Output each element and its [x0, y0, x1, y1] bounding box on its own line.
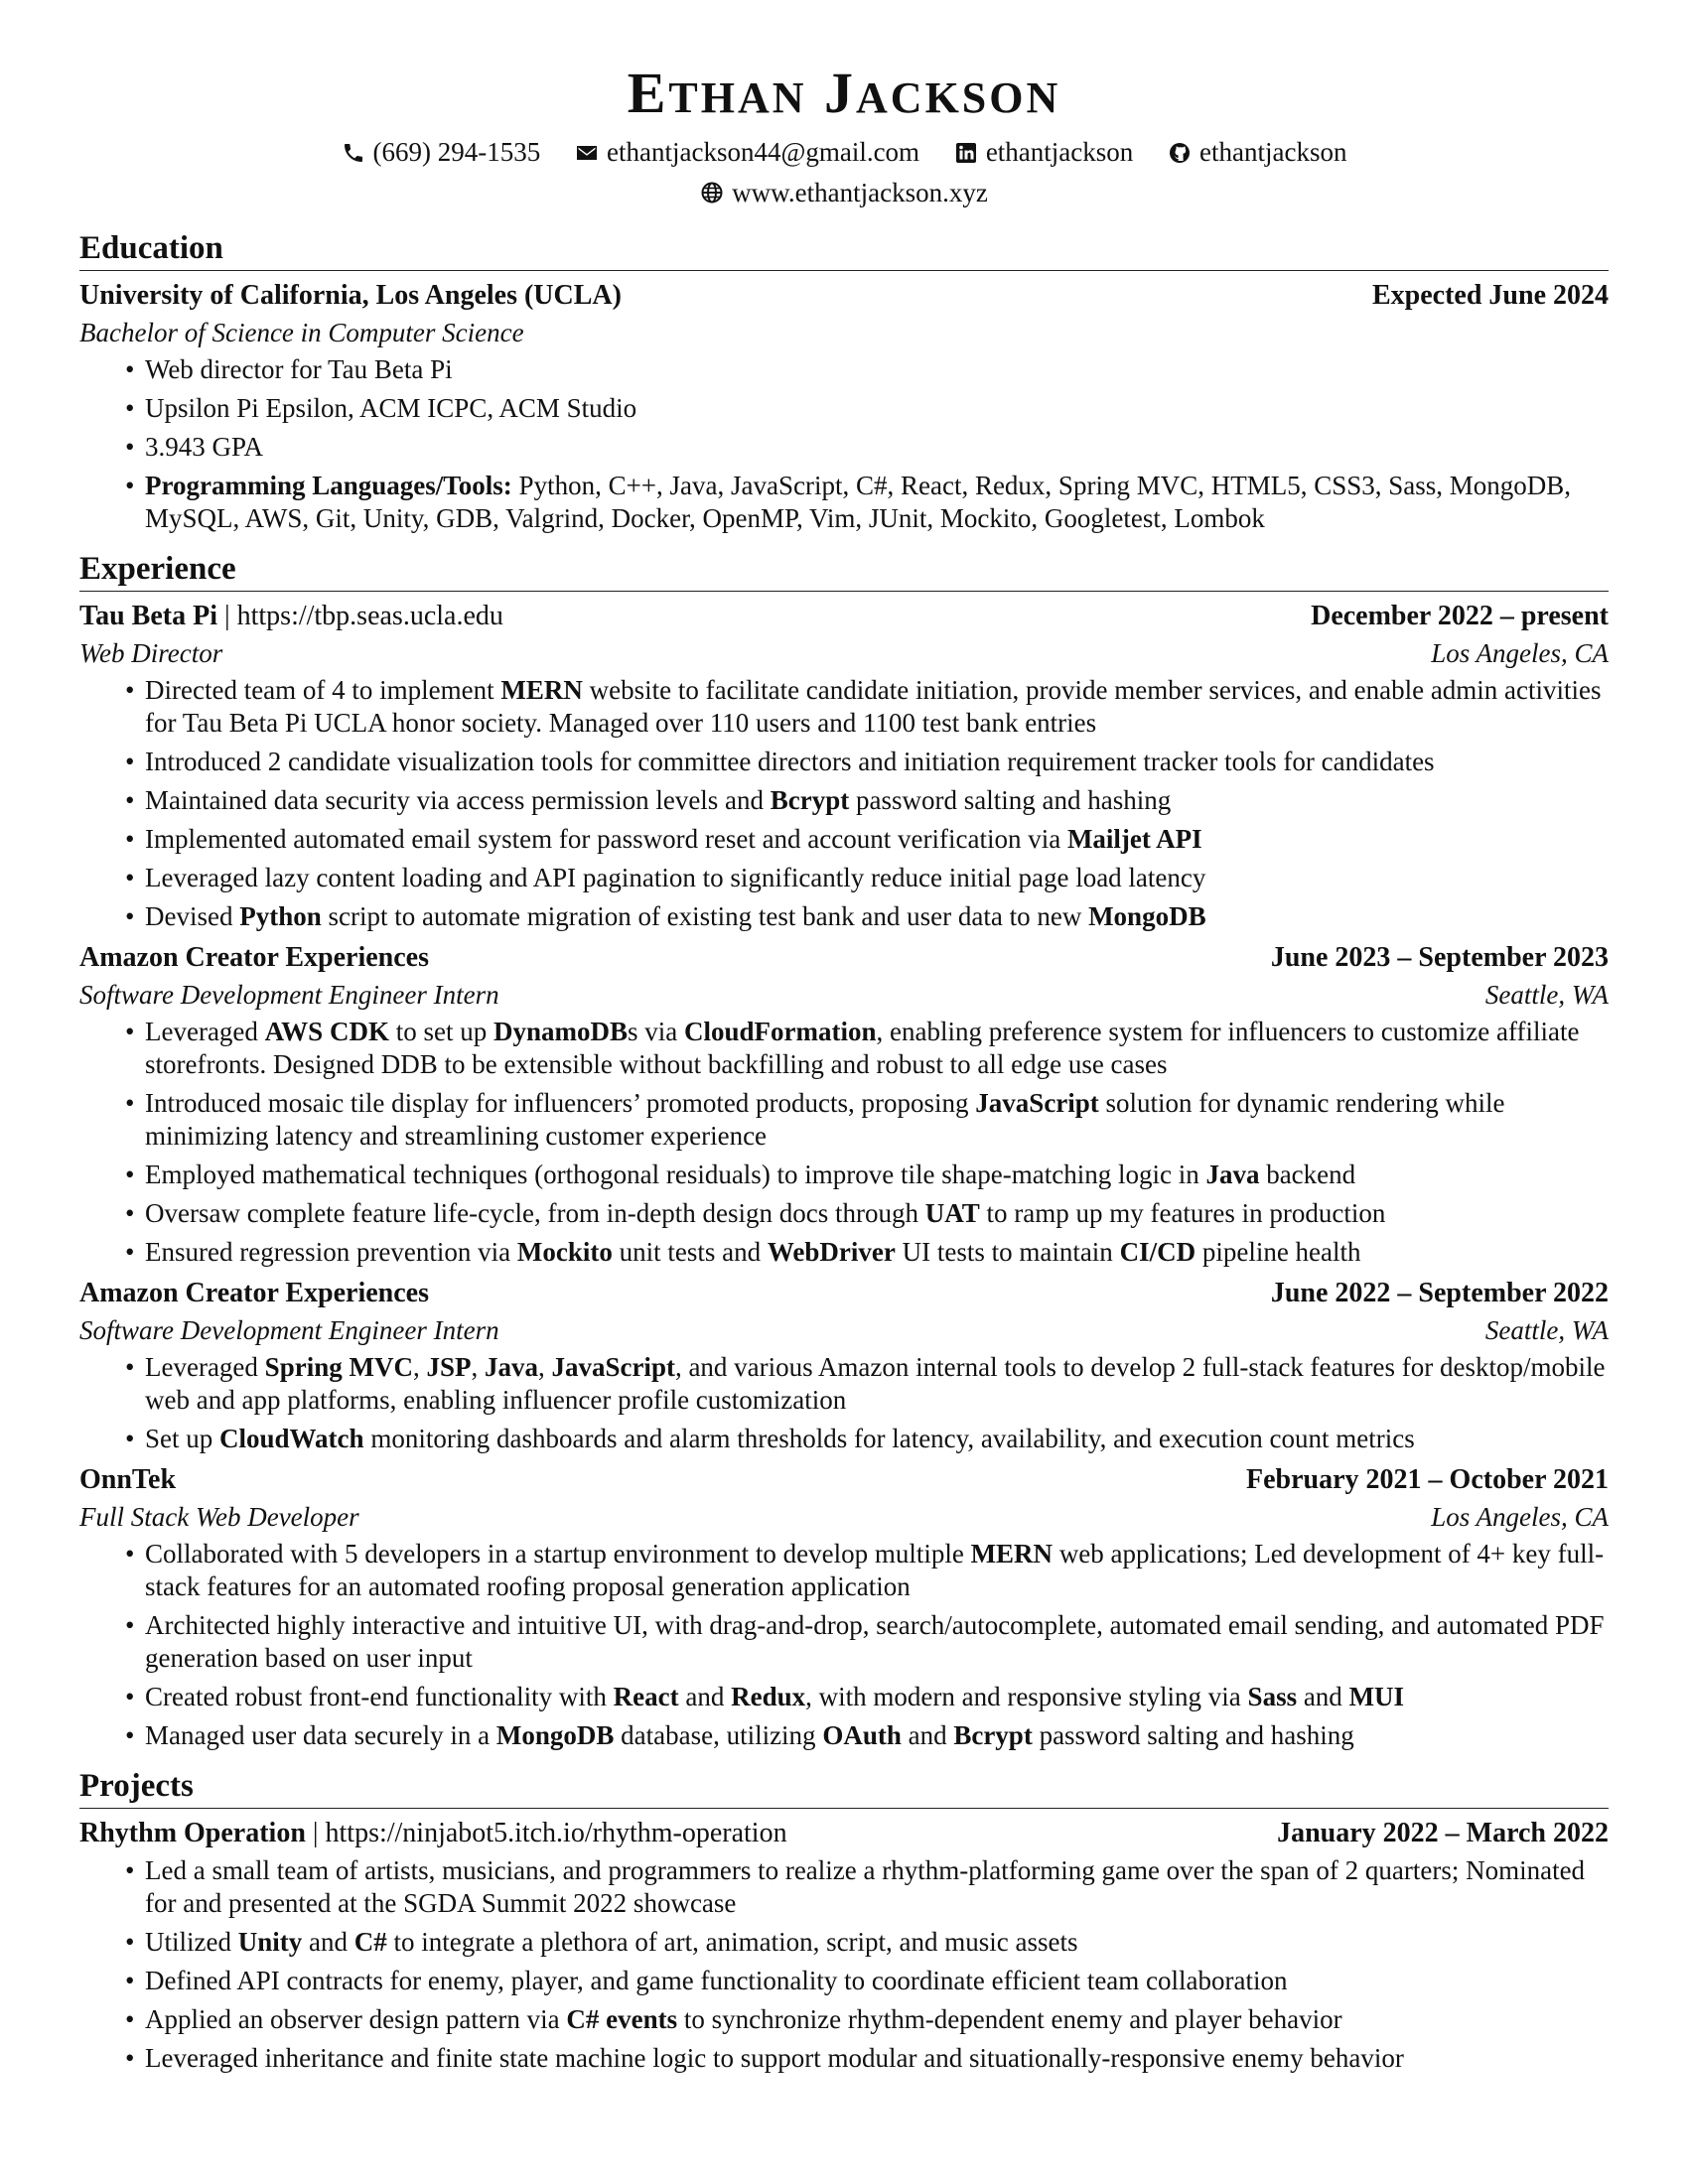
degree: Bachelor of Science in Computer Science — [79, 318, 524, 347]
list-item: • Collaborated with 5 developers in a startup environment to develop multiple MERN web applications; Led development of 4+ key full-stack features for an automated roofing proposal generation application — [145, 1538, 1609, 1603]
org-name: Amazon Creator Experiences — [79, 1278, 429, 1308]
globe-icon — [700, 181, 724, 205]
list-item: • Directed team of 4 to implement MERN website to facilitate candidate initiation, provide member services, and enable admin activities for Tau Beta Pi UCLA honor society. Managed over 110 users and 1100 test bank entries — [145, 674, 1609, 740]
skills-list: Python, C++, Java, JavaScript, C#, React, Redux, Spring MVC, HTML5, CSS3, Sass, MongoDB, MySQL, AWS, Git, Unity, GDB, Valgrind, Docker, OpenMP, Vim, JUnit, Mockito, Googletest, Lombok — [145, 471, 1572, 533]
role-title: Web Director — [79, 638, 223, 668]
envelope-icon — [575, 141, 599, 165]
github-icon — [1168, 141, 1192, 165]
location: Seattle, WA — [1484, 980, 1609, 1010]
list-item: • Applied an observer design pattern via C# events to synchronize rhythm-dependent enemy and player behavior — [145, 2003, 1609, 2036]
entry-dates: December 2022 – present — [1311, 601, 1609, 631]
entry-dates: January 2022 – March 2022 — [1277, 1818, 1609, 1848]
list-item: • Leveraged Spring MVC, JSP, Java, JavaScript, and various Amazon internal tools to develop 2 full-stack features for desktop/mobile web and app platforms, enabling influencer profile customization — [145, 1351, 1609, 1417]
org-link[interactable]: https://tbp.seas.ucla.edu — [236, 601, 503, 631]
website-contact[interactable] — [700, 175, 988, 211]
education-section — [79, 228, 1609, 535]
entry-bullets — [79, 1854, 1609, 2075]
phone-number: (669) 294-1535 — [372, 137, 541, 167]
skills-label: Programming Languages/Tools: — [145, 471, 512, 500]
email-address: ethantjackson44@gmail.com — [607, 137, 920, 167]
list-item: • Utilized Unity and C# to integrate a plethora of art, animation, script, and music assets — [145, 1926, 1609, 1959]
entry-bullets — [79, 1016, 1609, 1269]
list-item: • Web director for Tau Beta Pi — [145, 353, 1609, 386]
separator: | — [305, 1818, 326, 1848]
experience-section — [79, 549, 1609, 1752]
school-name: University of California, Los Angeles (UCLA) — [79, 280, 622, 311]
entry-dates: June 2022 – September 2022 — [1270, 1278, 1609, 1308]
candidate-name: ETHAN JACKSON — [627, 61, 1061, 125]
list-item: • Employed mathematical techniques (orthogonal residuals) to improve tile shape-matching logic in Java backend — [145, 1159, 1609, 1191]
location: Los Angeles, CA — [1431, 1502, 1609, 1532]
list-item: • Oversaw complete feature life-cycle, from in-depth design docs through UAT to ramp up my features in production — [145, 1197, 1609, 1230]
experience-entry-amazon-2022 — [79, 1275, 1609, 1455]
linkedin-handle: ethantjackson — [985, 137, 1134, 167]
org-name: Tau Beta Pi — [79, 601, 217, 631]
experience-entry-amazon-2023 — [79, 939, 1609, 1269]
education-bullets — [79, 353, 1609, 535]
list-item: • Leveraged AWS CDK to set up DynamoDBs via CloudFormation, enabling preference system for influencers to customize affiliate storefronts. Designed DDB to be extensible without backfilling and robust to all edge use cases — [145, 1016, 1609, 1081]
list-item: • Led a small team of artists, musicians, and programmers to realize a rhythm-platforming game over the span of 2 quarters; Nominated for and presented at the SGDA Summit 2022 showcase — [145, 1854, 1609, 1920]
list-item: • Upsilon Pi Epsilon, ACM ICPC, ACM Studio — [145, 392, 1609, 425]
separator: | — [217, 601, 237, 631]
project-link[interactable]: https://ninjabot5.itch.io/rhythm-operation — [325, 1818, 787, 1848]
role-title: Software Development Engineer Intern — [79, 980, 499, 1010]
list-item: • Managed user data securely in a MongoDB database, utilizing OAuth and Bcrypt password salting and hashing — [145, 1719, 1609, 1752]
website-url: www.ethantjackson.xyz — [732, 177, 988, 207]
location: Los Angeles, CA — [1431, 638, 1609, 668]
experience-heading: Experience — [79, 549, 1609, 592]
role-title: Full Stack Web Developer — [79, 1502, 359, 1532]
list-item: • Defined API contracts for enemy, player, and game functionality to coordinate efficient team collaboration — [145, 1965, 1609, 1997]
project-name: Rhythm Operation — [79, 1818, 306, 1848]
contact-info — [79, 134, 1609, 214]
org-name: OnnTek — [79, 1464, 177, 1495]
github-contact[interactable] — [1168, 134, 1346, 171]
list-item: • Architected highly interactive and intuitive UI, with drag-and-drop, search/autocomplete, automated email sending, and automated PDF generation based on user input — [145, 1609, 1609, 1675]
experience-entry-tbp — [79, 598, 1609, 933]
entry-bullets — [79, 1538, 1609, 1752]
education-entry — [79, 277, 1609, 535]
list-item: • 3.943 GPA — [145, 431, 1609, 464]
list-item: • Leveraged inheritance and finite state machine logic to support modular and situationally-responsive enemy behavior — [145, 2042, 1609, 2075]
list-item: • Implemented automated email system for password reset and account verification via Mailjet API — [145, 823, 1609, 856]
list-item: • Created robust front-end functionality with React and Redux, with modern and responsive styling via Sass and MUI — [145, 1681, 1609, 1713]
linkedin-icon — [954, 141, 978, 165]
experience-entry-onntek — [79, 1461, 1609, 1752]
email-contact[interactable] — [575, 134, 919, 171]
entry-dates: June 2023 – September 2023 — [1270, 942, 1609, 973]
projects-section — [79, 1766, 1609, 2075]
list-item: • Introduced mosaic tile display for influencers’ promoted products, proposing JavaScript solution for dynamic rendering while minimizing latency and streamlining customer experience — [145, 1087, 1609, 1153]
list-item: • Leveraged lazy content loading and API pagination to significantly reduce initial page load latency — [145, 862, 1609, 894]
education-dates: Expected June 2024 — [1372, 280, 1609, 311]
list-item — [145, 470, 1609, 535]
project-entry-rhythm-operation — [79, 1815, 1609, 2075]
phone-contact[interactable] — [342, 134, 541, 171]
phone-icon — [342, 141, 365, 165]
list-item: • Introduced 2 candidate visualization tools for committee directors and initiation requirement tracker tools for candidates — [145, 746, 1609, 778]
list-item: • Maintained data security via access permission levels and Bcrypt password salting and hashing — [145, 784, 1609, 817]
list-item: • Devised Python script to automate migration of existing test bank and user data to new MongoDB — [145, 900, 1609, 933]
education-heading: Education — [79, 228, 1609, 271]
list-item: • Set up CloudWatch monitoring dashboards and alarm thresholds for latency, availability, and execution count metrics — [145, 1423, 1609, 1455]
entry-dates: February 2021 – October 2021 — [1246, 1464, 1609, 1495]
org-name: Amazon Creator Experiences — [79, 942, 429, 973]
github-handle: ethantjackson — [1199, 137, 1347, 167]
list-item: • Ensured regression prevention via Mockito unit tests and WebDriver UI tests to maintain CI/CD pipeline health — [145, 1236, 1609, 1269]
entry-bullets — [79, 1351, 1609, 1455]
role-title: Software Development Engineer Intern — [79, 1315, 499, 1345]
location: Seattle, WA — [1484, 1315, 1609, 1345]
projects-heading: Projects — [79, 1766, 1609, 1809]
entry-bullets — [79, 674, 1609, 933]
linkedin-contact[interactable] — [954, 134, 1133, 171]
